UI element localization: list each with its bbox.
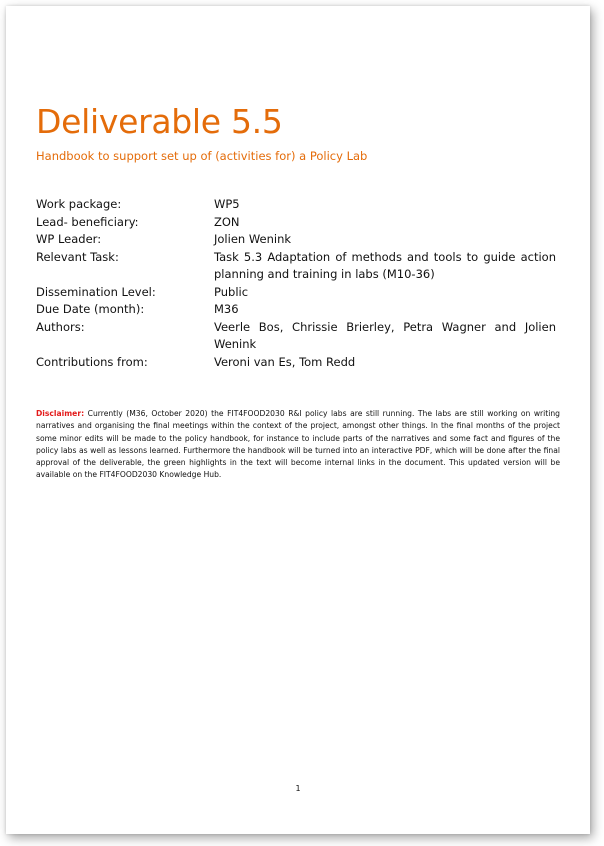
- disclaimer-label: Disclaimer:: [36, 409, 85, 418]
- meta-value: Task 5.3 Adaptation of methods and tools to guide action planning and training in labs (M10-36): [214, 249, 556, 281]
- meta-value: M36: [214, 302, 239, 316]
- disclaimer-text: Currently (M36, October 2020) the FIT4FOOD2030 R&I policy labs are still running. The labs are still working on writing narratives and organising the final meetings within the context of the project, amongst other things. In the final months of the project some minor edits will be made to the policy handbook, for instance to include parts of the narratives and some fact and figures of the policy labs as well as lessons learned. Furthermore the handbook will be turned into an interactive PDF, which will be done after the final approval of the deliverable, the green highlights in the text will become internal links in the document. This updated version will be available on the FIT4FOOD2030 Knowledge Hub.: [36, 409, 560, 480]
- meta-value: Public: [214, 284, 249, 299]
- meta-value: ZON: [214, 214, 240, 229]
- meta-label: Lead- beneficiary:: [36, 214, 139, 229]
- meta-value: Veerle Bos, Chrissie Brierley, Petra Wagner and Jolien Wenink: [214, 319, 556, 351]
- meta-label: Authors:: [36, 319, 85, 334]
- meta-label: Work package:: [36, 197, 122, 211]
- page-title: Deliverable 5.5: [36, 102, 283, 141]
- meta-label: Dissemination Level:: [36, 284, 156, 299]
- disclaimer-paragraph: [36, 408, 560, 482]
- page-number: 1: [295, 784, 301, 793]
- meta-value: Jolien Wenink: [214, 232, 292, 246]
- document-page: [6, 6, 590, 834]
- meta-value: WP5: [214, 197, 240, 211]
- meta-label: Contributions from:: [36, 354, 148, 369]
- meta-label: WP Leader:: [36, 232, 102, 246]
- meta-label: Due Date (month):: [36, 302, 145, 316]
- meta-label: Relevant Task:: [36, 249, 119, 264]
- page-subtitle: Handbook to support set up of (activities for) a Policy Lab: [36, 149, 368, 163]
- meta-value: Veroni van Es, Tom Redd: [214, 354, 356, 369]
